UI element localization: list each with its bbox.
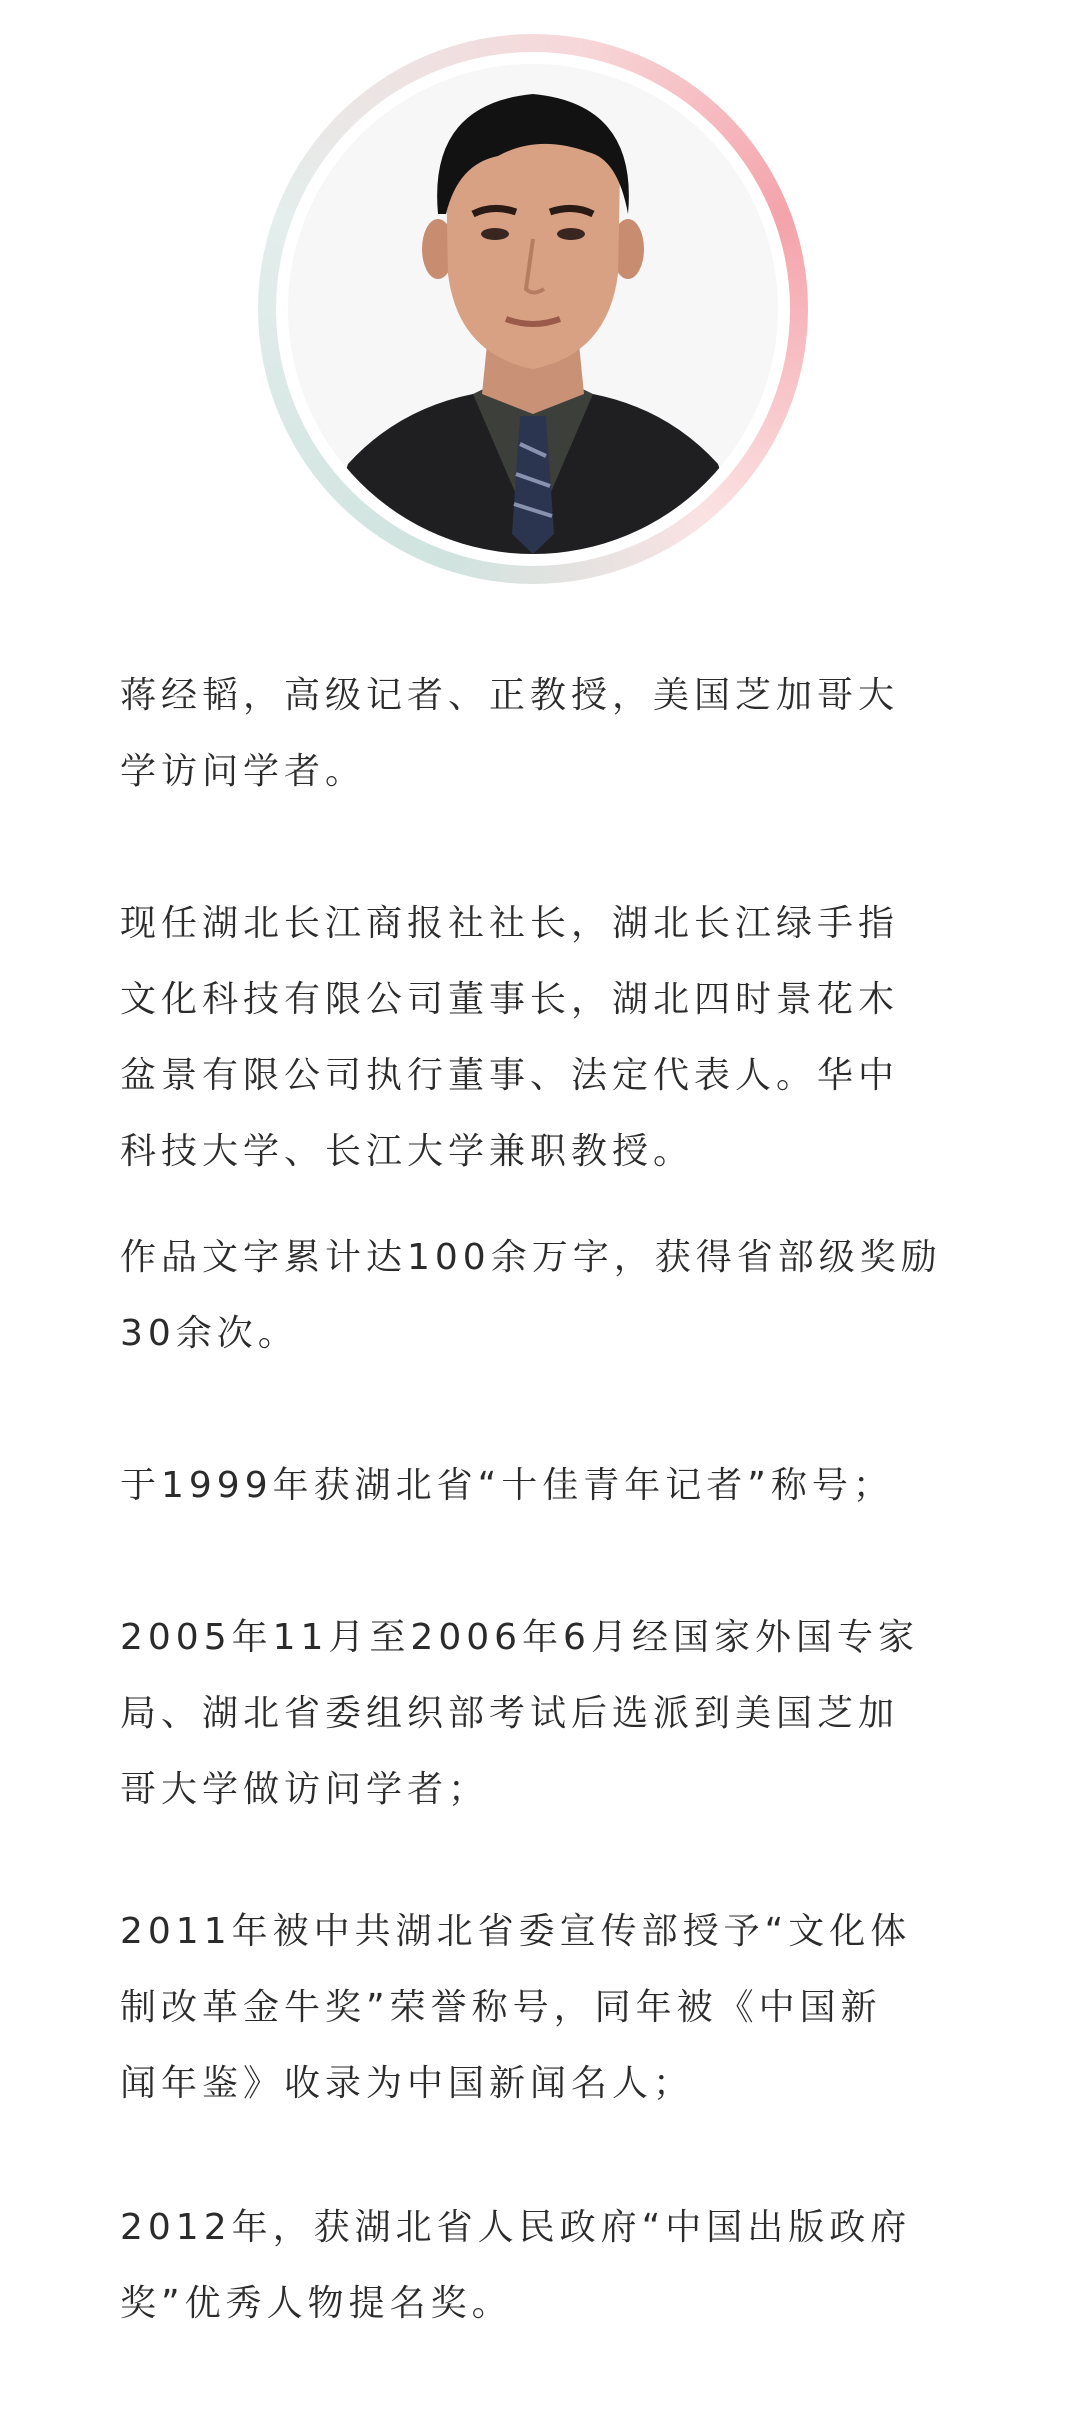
- text-line: 现任湖北长江商报社社长，湖北长江绿手指: [120, 903, 900, 944]
- text-line: 制改革金牛奖”荣誉称号，同年被《中国新: [120, 1987, 882, 2028]
- paragraph-works: [120, 1220, 960, 1372]
- paragraph-award-2012: [120, 2190, 960, 2342]
- text-line: 哥大学做访问学者；: [120, 1769, 490, 1810]
- paragraph-visiting-scholar: [120, 1600, 960, 1828]
- text-line: 作品文字累计达100余万字，获得省部级奖励: [120, 1237, 942, 1278]
- paragraph-intro: [120, 658, 960, 810]
- text-line: 2005年11月至2006年6月经国家外国专家: [120, 1617, 919, 1658]
- text-line: 奖”优秀人物提名奖。: [120, 2283, 513, 2324]
- paragraph-award-2011: [120, 1894, 960, 2122]
- portrait-frame: [258, 34, 808, 584]
- paragraph-award-1999: [120, 1448, 960, 1524]
- text-line: 蒋经韬，高级记者、正教授，美国芝加哥大: [120, 675, 900, 716]
- text-line: 学访问学者。: [120, 751, 367, 792]
- text-line: 30余次。: [120, 1313, 299, 1354]
- paragraph-positions: [120, 886, 960, 1190]
- text-line: 文化科技有限公司董事长，湖北四时景花木: [120, 979, 900, 1020]
- text-line: 2011年被中共湖北省委宣传部授予“文化体: [120, 1911, 912, 1952]
- text-line: 于1999年获湖北省“十佳青年记者”称号；: [120, 1465, 894, 1506]
- text-line: 闻年鉴》收录为中国新闻名人；: [120, 2063, 695, 2104]
- text-line: 科技大学、长江大学兼职教授。: [120, 1131, 695, 1172]
- portrait-photo: [288, 64, 778, 554]
- text-line: 2012年，获湖北省人民政府“中国出版政府: [120, 2207, 912, 2248]
- text-line: 盆景有限公司执行董事、法定代表人。华中: [120, 1055, 900, 1096]
- man-portrait-image: [288, 64, 778, 554]
- text-line: 局、湖北省委组织部考试后选派到美国芝加: [120, 1693, 900, 1734]
